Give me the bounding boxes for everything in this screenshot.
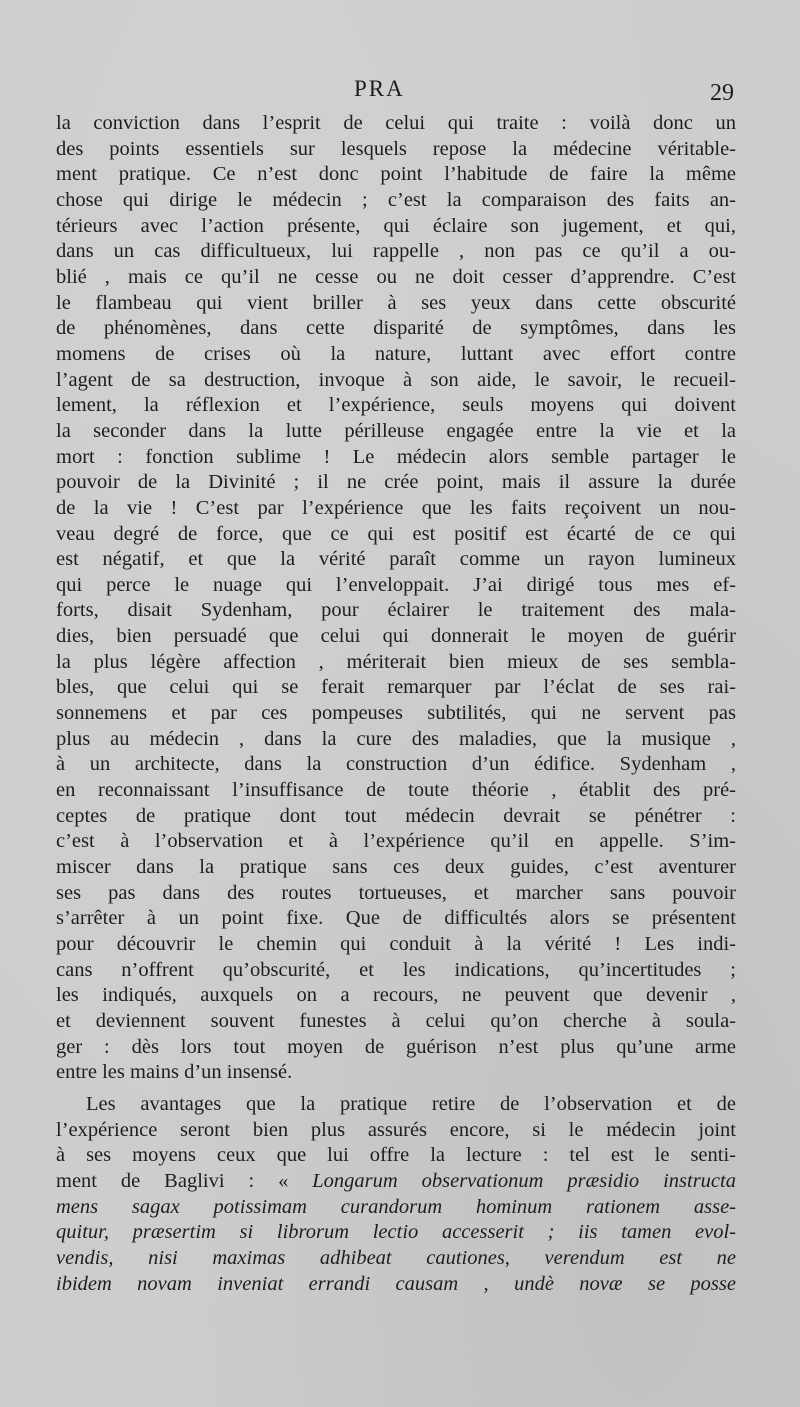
latin-quote-line: quitur, præsertim si librorum lectio accesserit ; iis tamen evol- bbox=[56, 1221, 736, 1244]
text-line: à un architecte, dans la construction d’un édifice. Sydenham , bbox=[56, 753, 736, 776]
text-line: en reconnaissant l’insuffisance de toute théorie , établit des pré- bbox=[56, 779, 736, 802]
text-line: des points essentiels sur lesquels repose la médecine véritable- bbox=[56, 137, 736, 160]
text-line: les indiqués, auxquels on a recours, ne peuvent que devenir , bbox=[56, 984, 736, 1007]
text-line: mort : fonction sublime ! Le médecin alors semble partager le bbox=[56, 445, 736, 468]
text-line: l’agent de sa destruction, invoque à son aide, le savoir, le recueil- bbox=[56, 368, 736, 391]
text-line: Les avantages que la pratique retire de l’observation et de bbox=[86, 1092, 736, 1115]
text-line: blié , mais ce qu’il ne cesse ou ne doit cesser d’apprendre. C’est bbox=[56, 265, 736, 288]
text-line: est négatif, et que la vérité paraît comme un rayon lumineux bbox=[56, 548, 736, 571]
latin-quote-line: mens sagax potissimam curandorum hominum rationem asse- bbox=[56, 1195, 736, 1218]
text-line: forts, disait Sydenham, pour éclairer le traitement des mala- bbox=[56, 599, 736, 622]
text-line: momens de crises où la nature, luttant avec effort contre bbox=[56, 342, 736, 365]
latin-quote-line: ibidem novam inveniat errandi causam , undè novæ se posse bbox=[56, 1272, 736, 1295]
text-line: sonnemens et par ces pompeuses subtilités, qui ne servent pas bbox=[56, 702, 736, 725]
text-line: lement, la réflexion et l’expérience, seuls moyens qui doivent bbox=[56, 394, 736, 417]
baglivi-intro: ment de Baglivi : « bbox=[56, 1169, 313, 1192]
running-head: PRA bbox=[354, 76, 405, 101]
body-text bbox=[56, 111, 736, 1297]
text-line-mixed bbox=[56, 1169, 736, 1195]
text-line: entre les mains d’un insensé. bbox=[56, 1061, 293, 1084]
text-line: la plus légère affection , mériterait bien mieux de ses sembla- bbox=[56, 650, 736, 673]
text-line: ment pratique. Ce n’est donc point l’habitude de faire la même bbox=[56, 163, 736, 186]
text-line: s’arrêter à un point fixe. Que de difficultés alors se présentent bbox=[56, 907, 736, 930]
text-line: qui perce le nuage qui l’enveloppait. J’ai dirigé tous mes ef- bbox=[56, 573, 736, 596]
text-line: la seconder dans la lutte périlleuse engagée entre la vie et la bbox=[56, 419, 736, 442]
text-line: ses pas dans des routes tortueuses, et marcher sans pouvoir bbox=[56, 881, 736, 904]
text-line: térieurs avec l’action présente, qui éclaire son jugement, et qui, bbox=[56, 214, 736, 237]
text-line: pouvoir de la Divinité ; il ne crée point, mais il assure la durée bbox=[56, 471, 736, 494]
paragraph-2 bbox=[56, 1092, 736, 1297]
text-line: de phénomènes, dans cette disparité de symptômes, dans les bbox=[56, 317, 736, 340]
text-line: veau degré de force, que ce qui est positif est écarté de ce qui bbox=[56, 522, 736, 545]
latin-quote-start: Longarum observationum præsidio instructa bbox=[312, 1169, 736, 1192]
text-line: c’est à l’observation et à l’expérience qu’il en appelle. S’im- bbox=[56, 830, 736, 853]
text-line: l’expérience seront bien plus assurés encore, si le médecin joint bbox=[56, 1118, 736, 1141]
text-line: la conviction dans l’esprit de celui qui traite : voilà donc un bbox=[56, 112, 736, 134]
page-number: 29 bbox=[710, 80, 734, 106]
text-line: pour découvrir le chemin qui conduit à la vérité ! Les indi- bbox=[56, 933, 736, 955]
text-line: ceptes de pratique dont tout médecin devrait se pénétrer : bbox=[56, 804, 736, 827]
text-line: de la vie ! C’est par l’expérience que les faits reçoivent un nou- bbox=[56, 496, 736, 519]
latin-quote-line: vendis, nisi maximas adhibeat cautiones, verendum est ne bbox=[56, 1246, 736, 1269]
text-line: chose qui dirige le médecin ; c’est la comparaison des faits an- bbox=[56, 188, 736, 211]
page-header bbox=[84, 76, 734, 112]
text-line: miscer dans la pratique sans ces deux guides, c’est aventurer bbox=[56, 856, 736, 879]
text-line: dans un cas difficultueux, lui rappelle , non pas ce qu’il a ou- bbox=[56, 240, 736, 263]
text-line: plus au médecin , dans la cure des maladies, que la musique , bbox=[56, 727, 736, 750]
paragraph-1 bbox=[56, 111, 736, 1086]
text-line: ger : dès lors tout moyen de guérison n’est plus qu’une arme bbox=[56, 1035, 736, 1058]
text-line: le flambeau qui vient briller à ses yeux dans cette obscurité bbox=[56, 291, 736, 314]
text-line: et deviennent souvent funestes à celui qu’on cherche à soula- bbox=[56, 1009, 736, 1032]
text-line: dies, bien persuadé que celui qui donnerait le moyen de guérir bbox=[56, 625, 736, 648]
text-line: cans n’offrent qu’obscurité, et les indications, qu’incertitudes ; bbox=[56, 958, 736, 981]
text-line: bles, que celui qui se ferait remarquer par l’éclat de ses rai- bbox=[56, 676, 736, 699]
text-line: à ses moyens ceux que lui offre la lecture : tel est le senti- bbox=[56, 1144, 736, 1167]
